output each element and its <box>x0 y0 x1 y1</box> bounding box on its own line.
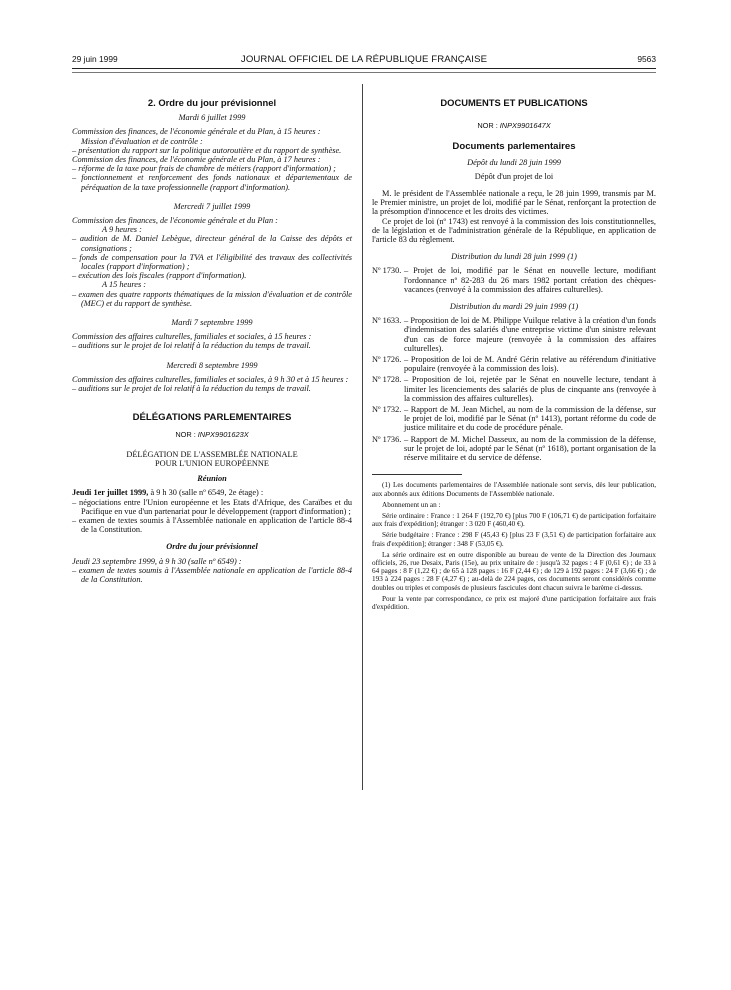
header-rule <box>72 68 656 69</box>
commission-heading: Commission des finances, de l'économie générale et du Plan, à 17 heures : <box>72 155 321 165</box>
footnote: (1) Les documents parlementaires de l'Assemblée nationale sont servis, dès leur publication, aux abonnés aux éditions Documents de l'Assemblée nationale. <box>372 481 656 498</box>
agenda-item: – audition de M. Daniel Lebègue, directeur général de la Caisse des dépôts et consignations ; <box>72 234 352 253</box>
document-text: – Proposition de loi, rejetée par le Sénat en nouvelle lecture, tendant à limiter les licenciements des salariés de plus de cinquante ans (renvoyée à la commission des affaires culturelles). <box>404 375 656 403</box>
agenda-item: – auditions sur le projet de loi relatif à la réduction du temps de travail. <box>72 341 311 351</box>
section-title-documents: DOCUMENTS ET PUBLICATIONS <box>440 97 588 108</box>
nor-label: NOR : <box>175 430 196 440</box>
section-title-ordre-du-jour: 2. Ordre du jour prévisionnel <box>147 97 277 108</box>
date-heading: Mardi 7 septembre 1999 <box>171 318 253 328</box>
agenda-item: – fonds de compensation pour la TVA et l'éligibilité des travaux des collectivités locales (rapport d'information) ; <box>72 252 352 272</box>
document-number: Nº 1732. <box>372 405 402 415</box>
time-heading: A 9 heures : <box>102 225 142 235</box>
document-entry <box>372 405 656 433</box>
section-title-delegations: DÉLÉGATIONS PARLEMENTAIRES <box>132 412 292 424</box>
agenda-item: – réforme de la taxe pour frais de chambre de métiers (rapport d'information) ; <box>72 164 336 174</box>
meeting-date: Jeudi 23 septembre 1999, à 9 h 30 (salle nº 6549) : <box>72 556 242 566</box>
depot-heading: Dépôt d'un projet de loi <box>474 171 554 181</box>
commission-heading: Commission des affaires culturelles, familiales et sociales, à 15 heures : <box>72 332 312 342</box>
agenda-item: – auditions sur le projet de loi relatif à la réduction du temps de travail. <box>72 384 311 394</box>
document-number: Nº 1633. <box>372 316 402 326</box>
footnote: La série ordinaire est en outre disponible au bureau de vente de la Direction des Journaux officiels, 26, rue Desaix, Paris (15e), au prix unitaire de : jusqu'à 32 pages : 4 F (0,61 €) ; de 33 à 64 pages : 8 F (1,22 €) ; de 65 à 128 pages : 16 F (2,44 €) ; de 129 à 192 pages : 24 F (3,66 €) ; de 193 à 224 pages : 28 F (4,27 €) ; au-delà de 224 pages, ces documents seront considérés comme doubles ou triples et composés de plusieurs fascicules dont chacun suivra le barème ci-dessus. <box>372 550 656 592</box>
paragraph: Ce projet de loi (nº 1743) est renvoyé à la commission des lois constitutionnelles, de la législation et de l'administration générale de la République, en application de l'article 83 du règlement. <box>372 216 656 245</box>
document-text: – Rapport de M. Michel Dasseux, au nom de la commission de la défense, sur le projet de loi, adopté par le Sénat (nº 1618), portant organisation de la réserve militaire et du service de défense. <box>404 434 656 463</box>
document-entry <box>372 355 656 373</box>
commission-heading: Commission des finances, de l'économie générale et du Plan : <box>72 216 278 226</box>
nor-reference <box>372 121 656 130</box>
header-rule-secondary <box>72 72 656 73</box>
nor-value: INPX9901647X <box>499 121 551 131</box>
document-number: Nº 1728. <box>372 375 402 385</box>
column-divider <box>362 84 363 790</box>
nor-reference <box>72 430 352 439</box>
document-number: Nº 1730. <box>372 266 402 276</box>
document-entry <box>372 266 656 294</box>
footnote: Pour la vente par correspondance, ce prix est majoré d'une participation forfaitaire aux frais d'expédition. <box>372 594 656 611</box>
commission-heading: Commission des finances, de l'économie générale et du Plan, à 15 heures : <box>72 127 321 137</box>
meeting-date-bold: Jeudi 1er juillet 1999, <box>72 488 149 498</box>
delegation-title-line1: DÉLÉGATION DE L'ASSEMBLÉE NATIONALE <box>126 449 298 459</box>
date-heading: Mardi 6 juillet 1999 <box>178 113 246 123</box>
meeting-date-rest: à 9 h 30 (salle nº 6549, 2e étage) : <box>150 488 264 498</box>
meeting-date <box>72 488 352 497</box>
document-entry <box>372 316 656 353</box>
commission-heading: Commission des affaires culturelles, familiales et sociales, à 9 h 30 et à 15 heures : <box>72 374 349 384</box>
reunion-heading: Réunion <box>197 474 227 484</box>
date-heading: Mercredi 8 septembre 1999 <box>166 360 258 370</box>
header-page-number: 9563 <box>637 54 656 64</box>
distribution-heading: Distribution du lundi 28 juin 1999 (1) <box>451 252 577 262</box>
document-text: – Rapport de M. Jean Michel, au nom de la commission de la défense, sur le projet de loi, modifié par le Sénat (nº 1413), portant réforme du code de justice militaire et du code de procédure pénale. <box>404 405 656 433</box>
agenda-item: – négociations entre l'Union européenne et les Etats d'Afrique, des Caraïbes et du Pacifique en vue d'un partenariat pour le développement (rapport d'information) ; <box>72 497 352 516</box>
document-text: – Projet de loi, modifié par le Sénat en nouvelle lecture, modifiant l'ordonnance nº 82-283 du 26 mars 1982 portant création des chèques-vacances (renvoyé à la commission des affaires culturelles). <box>404 266 656 294</box>
footnote-pricing: Série ordinaire : France : 1 264 F (192,70 €) [plus 700 F (106,71 €) de participation forfaitaire aux frais d'expédition]; étranger : 3 020 F (460,40 €). <box>372 511 656 529</box>
date-heading: Mercredi 7 juillet 1999 <box>173 201 251 211</box>
document-text: – Proposition de loi de M. André Gérin relative au référendum d'initiative populaire (renvoyée à la commission des lois). <box>404 355 656 374</box>
paragraph: M. le président de l'Assemblée nationale a reçu, le 28 juin 1999, transmis par M. le Premier ministre, un projet de loi, modifié par le Sénat, renforçant la protection de la présomption d'innocence et les droits des victimes. <box>372 189 656 217</box>
header-date: 29 juin 1999 <box>72 54 118 64</box>
time-heading: A 15 heures : <box>102 280 147 290</box>
nor-label: NOR : <box>477 121 498 131</box>
document-entry <box>372 375 656 403</box>
left-column <box>72 98 352 584</box>
footnote-pricing: Série budgétaire : France : 298 F (45,43 €) [plus 23 F (3,51 €) de participation forfaitaire aux frais d'expédition]; étranger : 348 F (53,05 €). <box>372 531 656 548</box>
agenda-item: – présentation du rapport sur la politique autoroutière et du rapport de synthèse. <box>72 145 342 155</box>
footnote: Abonnement un an : <box>382 500 441 509</box>
agenda-item: – examen des quatre rapports thématiques de la mission d'évaluation et de contrôle (MEC) et du rapport de synthèse. <box>72 289 352 308</box>
right-column <box>372 98 656 614</box>
mission-heading: Mission d'évaluation et de contrôle : <box>81 136 203 146</box>
page-header <box>72 54 656 68</box>
header-title: JOURNAL OFFICIEL DE LA RÉPUBLIQUE FRANÇAISE <box>240 54 488 65</box>
nor-value: INPX9901623X <box>197 430 249 440</box>
agenda-item: – fonctionnement et renforcement des fonds nationaux et départementaux de péréquation de la taxe professionnelle (rapport d'information). <box>72 173 352 192</box>
agenda-item: – examen de textes soumis à l'Assemblée nationale en application de l'article 88-4 de la Constitution. <box>72 565 352 584</box>
subsection-title: Documents parlementaires <box>452 141 576 153</box>
agenda-item: – examen de textes soumis à l'Assemblée nationale en application de l'article 88-4 de la Constitution. <box>72 515 352 535</box>
document-entry <box>372 435 656 463</box>
agenda-item: – exécution des lois fiscales (rapport d'information). <box>72 271 247 281</box>
footnote-rule <box>372 474 462 475</box>
document-text: – Proposition de loi de M. Philippe Vuilque relative à la création d'un fonds d'indemnisation des salariés d'une entreprise victime d'un sinistre relevant d'un cas de force majeure (renvoyée à la commission des affaires culturelles). <box>404 316 656 353</box>
date-heading: Dépôt du lundi 28 juin 1999 <box>467 157 561 167</box>
distribution-heading: Distribution du mardi 29 juin 1999 (1) <box>449 302 579 312</box>
document-number: Nº 1736. <box>372 434 402 444</box>
delegation-title-line2: POUR L'UNION EUROPÉENNE <box>155 458 269 468</box>
document-number: Nº 1726. <box>372 355 402 365</box>
ordre-du-jour-heading: Ordre du jour prévisionnel <box>166 542 258 552</box>
